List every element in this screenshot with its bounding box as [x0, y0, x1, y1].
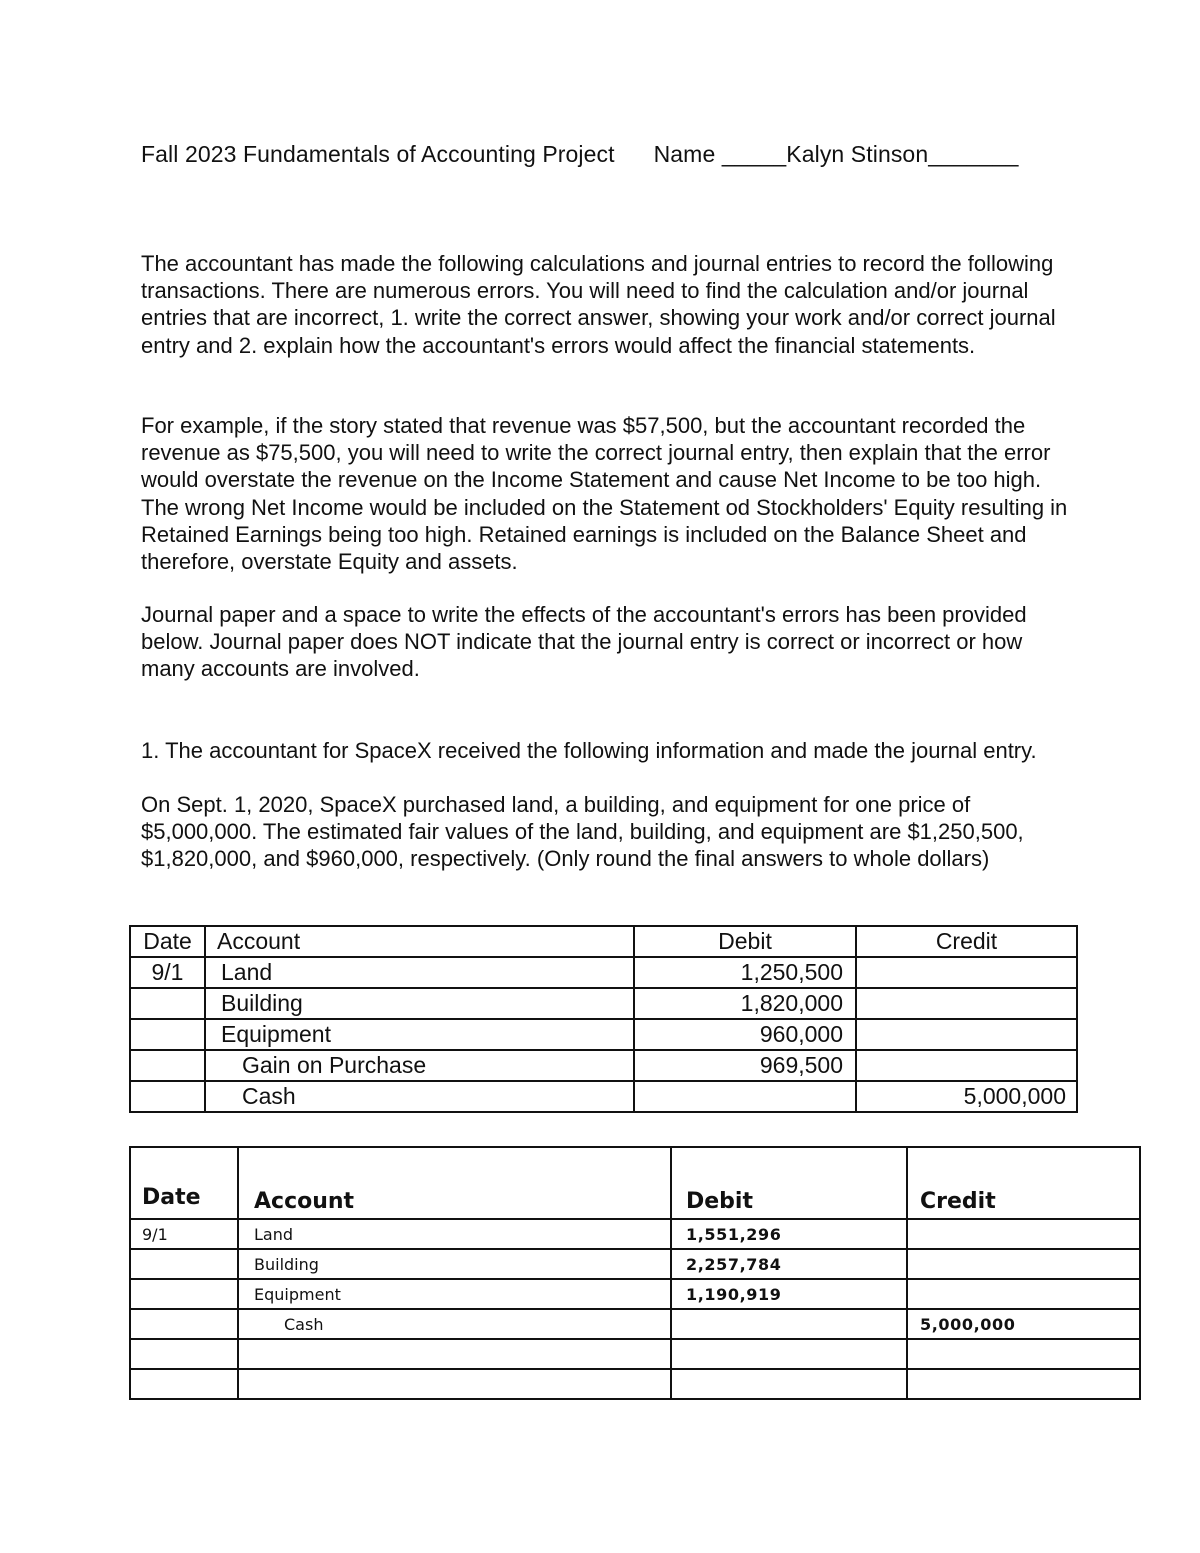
problem-1-details: On Sept. 1, 2020, SpaceX purchased land, a building, and equipment for one price of $5,000,000. The estimated fair values of the land, building, and equipment are $1,250,500, $1,820,000, and $960,000, respectively. (Only round the final answers to whole dollars): [141, 792, 1024, 872]
accountant-journal-table: [129, 925, 1078, 1113]
entry-debit: [634, 1081, 856, 1112]
table-row: [130, 1339, 1140, 1369]
entry-credit: [856, 988, 1077, 1019]
header-date: Date: [130, 926, 205, 957]
entry-date: [130, 1019, 205, 1050]
document-title: Fall 2023 Fundamentals of Accounting Project: [141, 141, 615, 167]
header-line: [141, 141, 1018, 168]
table-row: [130, 988, 1077, 1019]
table-header-row: [130, 1147, 1140, 1219]
entry-credit: [856, 957, 1077, 988]
entry-account: Land: [205, 957, 634, 988]
entry-debit: 1,250,500: [634, 957, 856, 988]
entry-date[interactable]: [130, 1339, 238, 1369]
entry-credit[interactable]: [907, 1369, 1140, 1399]
header-debit: Debit: [671, 1147, 907, 1219]
entry-date: [130, 1050, 205, 1081]
header-credit: Credit: [907, 1147, 1140, 1219]
table-row: [130, 1249, 1140, 1279]
entry-debit[interactable]: 1,190,919: [671, 1279, 907, 1309]
table-row: [130, 1050, 1077, 1081]
entry-account: Cash: [205, 1081, 634, 1112]
table-row: [130, 957, 1077, 988]
entry-account[interactable]: Cash: [238, 1309, 671, 1339]
table-row: [130, 1019, 1077, 1050]
entry-account: Building: [205, 988, 634, 1019]
table-row: [130, 1081, 1077, 1112]
entry-date[interactable]: [130, 1369, 238, 1399]
header-debit: Debit: [634, 926, 856, 957]
entry-date[interactable]: 9/1: [130, 1219, 238, 1249]
entry-debit: 969,500: [634, 1050, 856, 1081]
entry-credit[interactable]: [907, 1249, 1140, 1279]
entry-credit: 5,000,000: [856, 1081, 1077, 1112]
entry-account: Equipment: [205, 1019, 634, 1050]
entry-account[interactable]: Equipment: [238, 1279, 671, 1309]
table-row: [130, 1369, 1140, 1399]
entry-date[interactable]: [130, 1249, 238, 1279]
entry-date[interactable]: [130, 1279, 238, 1309]
entry-account: Gain on Purchase: [205, 1050, 634, 1081]
entry-date: [130, 988, 205, 1019]
entry-date[interactable]: [130, 1309, 238, 1339]
entry-credit: [856, 1050, 1077, 1081]
header-account: Account: [238, 1147, 671, 1219]
entry-credit[interactable]: [907, 1339, 1140, 1369]
header-date: Date: [130, 1147, 238, 1219]
entry-credit[interactable]: [907, 1219, 1140, 1249]
table-row: [130, 1219, 1140, 1249]
header-account: Account: [205, 926, 634, 957]
entry-account[interactable]: Land: [238, 1219, 671, 1249]
entry-debit[interactable]: 2,257,784: [671, 1249, 907, 1279]
entry-debit[interactable]: [671, 1339, 907, 1369]
entry-account[interactable]: Building: [238, 1249, 671, 1279]
entry-credit[interactable]: 5,000,000: [907, 1309, 1140, 1339]
entry-credit: [856, 1019, 1077, 1050]
entry-debit: 960,000: [634, 1019, 856, 1050]
entry-debit[interactable]: [671, 1369, 907, 1399]
entry-debit[interactable]: [671, 1309, 907, 1339]
entry-debit[interactable]: 1,551,296: [671, 1219, 907, 1249]
instructions-paragraph-2: For example, if the story stated that revenue was $57,500, but the accountant recorded the revenue as $75,500, you will need to write the correct journal entry, then explain that the error would overstate the revenue on the Income Statement and cause Net Income to be too high. The wrong Net Income would be included on the Statement od Stockholders' Equity resulting in Retained Earnings being too high. Retained earnings is included on the Balance Sheet and therefore, overstate Equity and assets.: [141, 413, 1068, 575]
table-header-row: [130, 926, 1077, 957]
entry-date: [130, 1081, 205, 1112]
table-row: [130, 1309, 1140, 1339]
entry-account[interactable]: [238, 1339, 671, 1369]
header-credit: Credit: [856, 926, 1077, 957]
student-name-line: Name _____Kalyn Stinson_______: [653, 141, 1019, 167]
entry-credit[interactable]: [907, 1279, 1140, 1309]
instructions-paragraph-3: Journal paper and a space to write the effects of the accountant's errors has been provided below. Journal paper does NOT indicate that the journal entry is correct or incorrect or how many accounts are involved.: [141, 602, 1027, 682]
entry-debit: 1,820,000: [634, 988, 856, 1019]
problem-1-intro: 1. The accountant for SpaceX received the following information and made the journal entry.: [141, 738, 1037, 763]
table-row: [130, 1279, 1140, 1309]
entry-date: 9/1: [130, 957, 205, 988]
corrected-journal-table: [129, 1146, 1141, 1400]
entry-account[interactable]: [238, 1369, 671, 1399]
instructions-paragraph-1: The accountant has made the following calculations and journal entries to record the following transactions. There are numerous errors. You will need to find the calculation and/or journal entries that are incorrect, 1. write the correct answer, showing your work and/or correct journal entry and 2. explain how the accountant's errors would affect the financial statements.: [141, 251, 1056, 358]
